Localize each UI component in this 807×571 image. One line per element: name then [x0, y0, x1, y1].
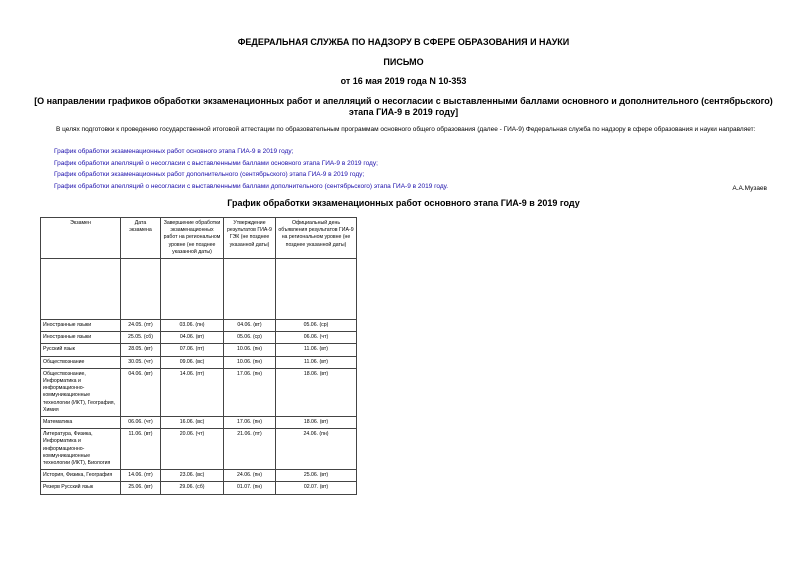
schedule-table [40, 217, 357, 495]
document-subject: [О направлении графиков обработки экзаменационных работ и апелляций о несогласии с выставленными баллами основного и дополнительного (сентябрьского) этапа ГИА-9 в 2019 году] [34, 96, 773, 117]
table-row: История, Физика, География 14.06. (пт) 23.06. (вс) 24.06. (пн) 25.06. (вт) [41, 470, 357, 482]
link-main-works-schedule[interactable]: График обработки экзаменационных работ основного этапа ГИА-9 в 2019 году; [54, 148, 294, 155]
table-row: Резерв Русский язык 25.06. (вт) 29.06. (сб) 01.07. (пн) 02.07. (вт) [41, 482, 357, 494]
attachment-links [54, 146, 448, 192]
header-approval: Утверждение результатов ГИА-9 ГЭК (не позднее указанной даты) [224, 218, 276, 259]
table-row: Русский язык 28.05. (вт) 07.06. (пт) 10.06. (пн) 11.06. (вт) [41, 344, 357, 356]
signature: А.А.Музаев [732, 185, 767, 192]
header-announcement: Официальный день объявления результатов ГИА-9 на региональном уровне (не позднее указанной даты) [276, 218, 357, 259]
table-row: Иностранные языки 24.05. (пт) 03.06. (пн) 04.06. (вт) 05.06. (ср) [41, 320, 357, 332]
document-date: от 16 мая 2019 года N 10-353 [340, 76, 467, 86]
link-extra-appeals-schedule[interactable]: График обработки апелляций о несогласии с выставленными баллами дополнительного (сентябрьского) этапа ГИА-9 в 2019 году. [54, 182, 449, 190]
table-title: График обработки экзаменационных работ основного этапа ГИА-9 в 2019 году [227, 198, 580, 208]
intro-paragraph: В целях подготовки к проведению государственной итоговой аттестации по образовательным программам основного общего образования (далее - ГИА-9) Федеральная служба по надзору в сфере образования и науки направляет: [56, 126, 756, 133]
document-type: ПИСЬМО [383, 57, 424, 67]
table-row: Математика 06.06. (чт) 16.06. (вс) 17.06. (пн) 18.06. (вт) [41, 417, 357, 429]
table-row: Иностранные языки 25.05. (сб) 04.06. (вт) 05.06. (ср) 06.06. (чт) [41, 332, 357, 344]
table-header-row [41, 218, 357, 259]
header-processing-end: Завершение обработки экзаменационных работ на региональном уровне (не позднее указанной даты) [161, 218, 224, 259]
link-extra-works-schedule[interactable]: График обработки экзаменационных работ дополнительного (сентябрьского) этапа ГИА-9 в 2019 году; [54, 171, 365, 179]
agency-name: ФЕДЕРАЛЬНАЯ СЛУЖБА ПО НАДЗОРУ В СФЕРЕ ОБРАЗОВАНИЯ И НАУКИ [237, 37, 570, 47]
table-row: Обществознание 30.05. (чт) 09.06. (вс) 10.06. (пн) 11.06. (вт) [41, 356, 357, 368]
table-spacer-row [41, 259, 357, 320]
header-exam-date: Дата экзамена [121, 218, 161, 259]
table-row: Литература, Физика, Информатика и информационно-коммуникационные технологии (ИКТ), Биология 11.06. (вт) 20.06. (чт) 21.06. (пт) 24.06. (пн) [41, 429, 357, 470]
table-row: Обществознание, Информатика и информационно-коммуникационные технологии (ИКТ), География, Химия 04.06. (вт) 14.06. (пт) 17.06. (пн) 18.06. (вт) [41, 368, 357, 416]
header-exam: Экзамен [41, 218, 121, 259]
link-main-appeals-schedule[interactable]: График обработки апелляций о несогласии с выставленными баллами основного этапа ГИА-9 в 2019 году; [54, 159, 378, 167]
